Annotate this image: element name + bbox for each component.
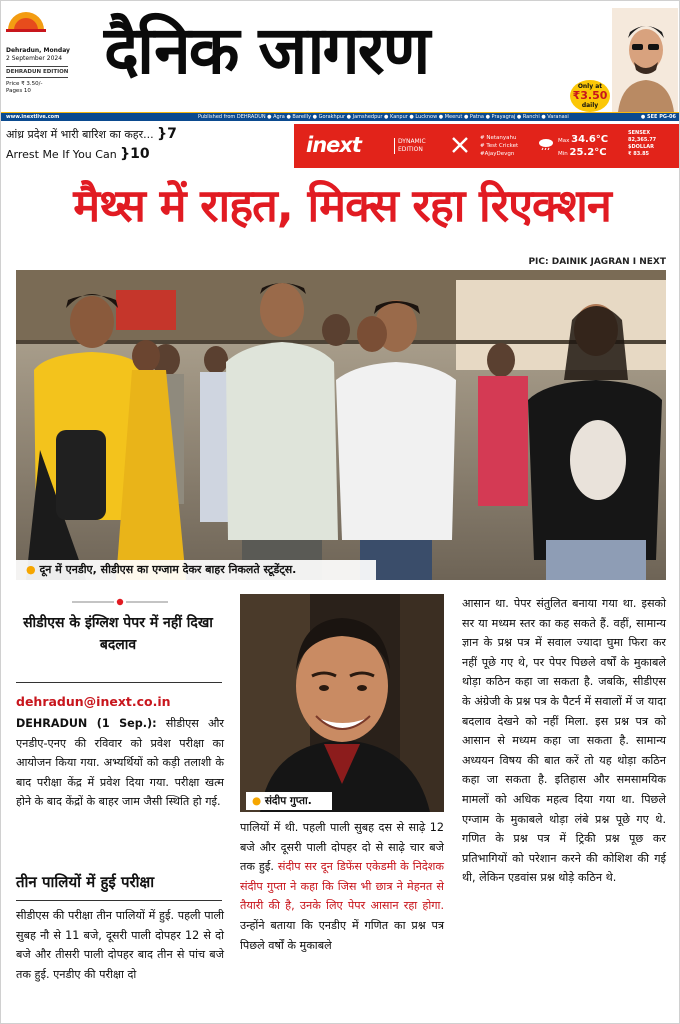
teaser-page: }7 xyxy=(157,126,177,142)
middle-text-2: उन्होंने बताया कि एनडीए में गणित का प्रश्न पत्र पिछले वर्षों के मुकाबले xyxy=(240,918,444,952)
teaser-page: }10 xyxy=(120,146,150,162)
city-day: Dehradun, Monday xyxy=(6,47,70,54)
max-label: Max xyxy=(558,138,570,144)
offer-price: ₹3.50 xyxy=(572,89,608,102)
caption-bullet-icon: ● xyxy=(252,795,262,807)
x-twitter-icon xyxy=(450,135,470,155)
issue-date: 2 September 2024 xyxy=(6,55,63,62)
teaser-item[interactable] xyxy=(6,126,177,142)
teaser-text: आंध्र प्रदेश में भारी बारिश का कहर... xyxy=(6,128,154,141)
portrait-caption-text: संदीप गुप्ता. xyxy=(264,795,312,807)
market-ticker xyxy=(628,130,656,158)
see-page-link[interactable]: ● SEE PG-06 xyxy=(640,114,676,120)
weather-temps xyxy=(558,134,608,160)
dollar-label: $DOLLAR xyxy=(628,144,654,150)
sun-logo-icon xyxy=(6,10,46,32)
masthead xyxy=(0,0,680,112)
story-paragraph-2: सीडीएस की परीक्षा तीन पालियों में हुई. पहली पाली सुबह नौ से 11 बजे, दूसरी पाली दोपहर 12 से दो बजे और तीसरी पाली दोपहर बाद तीन से पांच बजे तक हुई. एनडीए की परीक्षा दो xyxy=(16,909,224,981)
inext-logo: inext xyxy=(306,133,361,157)
edition-label: DEHRADUN EDITION xyxy=(6,66,68,78)
sensex-value: 82,365.77 xyxy=(628,137,657,143)
middle-text-1: पालियों में थी. पहली पाली सुबह दस से साढ़े 12 बजे और दूसरी पाली दोपहर दो से साढ़े चार बजे तक हुई. xyxy=(240,821,444,874)
caption-bullet-icon: ● xyxy=(26,563,36,576)
min-label: Min xyxy=(558,151,568,157)
main-headline: मैथ्स में राहत, मिक्स रहा रिएक्शन xyxy=(73,179,611,232)
middle-quote-red: संदीप सर दून डिफेंस एकेडमी के निदेशक संदीप गुप्ता ने कहा कि जिस भी छात्र ने मेहनत से तैयारी की है, उनके लिए पेपर आसान रहा होगा. xyxy=(240,860,444,913)
teaser-text: Arrest Me If You Can xyxy=(6,148,117,161)
price-offer-badge xyxy=(570,80,610,112)
city-strip xyxy=(0,112,680,121)
newspaper-title: दैनिक जागरण xyxy=(104,12,429,89)
photo-caption xyxy=(16,560,376,580)
trending-tags xyxy=(480,134,518,158)
teaser-item[interactable] xyxy=(6,146,150,162)
divider xyxy=(16,900,222,901)
subhead-ornament-icon xyxy=(72,598,168,606)
intro-paragraph: सीडीएस और एनडीए-एनए की रविवार को प्रवेश परीक्षा का आयोजन किया गया. अभ्यर्थियों को कड़ी तलाशी के बाद परीक्षा केंद्र में प्रवेश दिया गया. परीक्षा खत्म होने के बाद केंद्रों के बाहर जाम जैसी स्थिति हो गई. xyxy=(16,717,224,809)
dollar-value: ₹ 83.85 xyxy=(628,151,650,157)
sensex-label: SENSEX xyxy=(628,130,651,136)
max-temp: 34.6°C xyxy=(571,134,609,145)
inext-band xyxy=(294,124,680,168)
story-middle-column xyxy=(240,818,444,955)
edition-line2: EDITION xyxy=(398,146,423,153)
website-link[interactable]: www.inextlive.com xyxy=(6,114,60,120)
story-subhead: सीडीएस के इंग्लिश पेपर में नहीं दिखा बदलाव xyxy=(23,615,213,653)
price-text: Price ₹ 3.50/- xyxy=(6,81,43,87)
min-temp: 25.2°C xyxy=(569,147,607,158)
offer-top: Only at xyxy=(577,83,603,90)
edition-line1: DYNAMIC xyxy=(398,138,426,145)
advertisement-person-image xyxy=(612,8,678,112)
section-heading: तीन पालियों में हुई परीक्षा xyxy=(16,873,155,891)
edition-meta xyxy=(6,47,70,95)
students-photo xyxy=(16,270,666,580)
photo-credit: PIC: DAINIK JAGRAN I NEXT xyxy=(528,257,666,267)
caption-text: दून में एनडीए, सीडीएस का एग्जाम देकर बाहर निकलते स्टूडेंट्स. xyxy=(39,563,297,576)
dateline: DEHRADUN (1 Sep.): xyxy=(16,717,157,730)
trending-tag[interactable]: # Test Cricket xyxy=(480,143,519,149)
offer-bottom: daily xyxy=(581,102,599,109)
published-cities: Published from DEHRADUN ● Agra ● Bareilly ● Gorakhpur ● Jamshedpur ● Kanpur ● Lucknow ● Meerut ● Patna ● Prayagraj ● Ranchi ● Varanasi xyxy=(198,114,569,120)
pages-text: Pages 10 xyxy=(6,88,31,94)
cloud-rain-icon xyxy=(538,138,554,150)
reporter-email[interactable]: dehradun@inext.co.in xyxy=(16,694,171,709)
story-right-column: आसान था. पेपर संतुलित बनाया गया था. इसको सर या मध्यम स्तर का कह सकते हैं. वहीं, सामान्य ज्ञान के प्रश्न पत्र में सवाल ज्यादा घुमा फिरा कर नहीं पूछे गए थे, पर पेपर पिछले वर्षों के मुकाबले थोड़ा कठिन कहा जा सकता है. जबकि, सीडीएस के अंग्रेजी के प्रश्न पत्र के पैटर्न में सवालों में ज यादा बदलाव देखने को नहीं मिला. इस प्रश्न पत्र को आसान से मध्यम कहा जा सकता है. सामान्य अध्ययन विषय की बात करें तो यह थोड़ा कठिन कहा जा सकता है. इतिहास और समसामयिक मामलों को अधिक महत्व दिया गया था. पिछले एग्जाम के मुकाबले थोड़ा लंबे प्रश्न पूछे गए थे. गणित के प्रश्न पत्र में ट्रिकी प्रश्न पूछ कर प्रतिभागियों को परेशान करने की कोशिश की गई थी, लेकिन एडवांस प्रश्न थोड़े कठिन थे. xyxy=(462,597,666,885)
story-intro xyxy=(16,714,224,812)
trending-tag[interactable]: #AjayDevgn xyxy=(480,151,515,157)
trending-tag[interactable]: # Netanyahu xyxy=(480,135,517,141)
portrait-caption xyxy=(246,792,332,810)
dynamic-edition-label xyxy=(394,138,426,154)
divider xyxy=(16,682,222,683)
sandeep-gupta-portrait xyxy=(240,594,444,812)
